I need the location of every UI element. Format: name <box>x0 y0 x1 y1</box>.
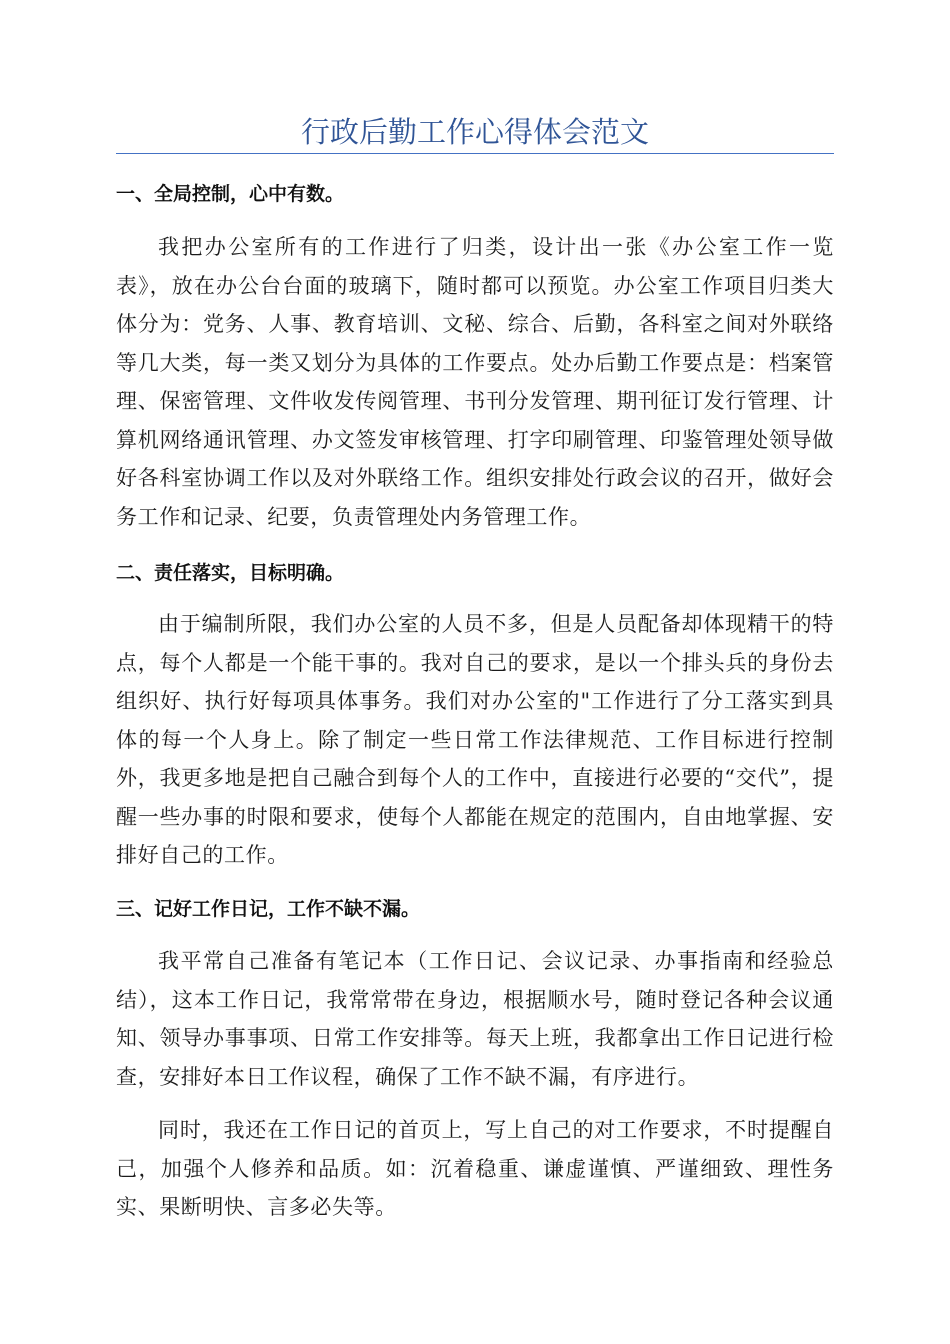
section-3-paragraph-1: 我平常自己准备有笔记本（工作日记、会议记录、办事指南和经验总结），这本工作日记，我常常带在身边，根据顺水号，随时登记各种会议通知、领导办事事项、日常工作安排等。每天上班，我都拿出工作日记进行检查，安排好本日工作议程，确保了工作不缺不漏，有序进行。 <box>116 949 834 1089</box>
section-2-paragraph-1: 由于编制所限，我们办公室的人员不多，但是人员配备却体现精干的特点，每个人都是一个能干事的。我对自己的要求，是以一个排头兵的身份去组织好、执行好每项具体事务。我们对办公室的"工作进行了分工落实到具体的每一个人身上。除了制定一些日常工作法律规范、工作目标进行控制外，我更多地是把自己融合到每个人的工作中，直接进行必要的“交代”，提醒一些办事的时限和要求，使每个人都能在规定的范围内，自由地掌握、安排好自己的工作。 <box>116 612 834 867</box>
section-heading-1: 一、全局控制，心中有数。 <box>116 183 345 205</box>
section-1-paragraph-1: 我把办公室所有的工作进行了归类，设计出一张《办公室工作一览表》，放在办公台台面的玻璃下，随时都可以预览。办公室工作项目归类大体分为：党务、人事、教育培训、文秘、综合、后勤，各科室之间对外联络等几大类，每一类又划分为具体的工作要点。处办后勤工作要点是：档案管理、保密管理、文件收发传阅管理、书刊分发管理、期刊征订发行管理、计算机网络通讯管理、办文签发审核管理、打字印刷管理、印鉴管理处领导做好各科室协调工作以及对外联络工作。组织安排处行政会议的召开，做好会务工作和记录、纪要，负责管理处内务管理工作。 <box>116 235 834 529</box>
document-title: 行政后勤工作心得体会范文 <box>300 115 649 149</box>
title-underline <box>116 153 834 154</box>
section-heading-2: 二、责任落实，目标明确。 <box>116 562 345 584</box>
section-3-paragraph-2: 同时，我还在工作日记的首页上，写上自己的对工作要求，不时提醒自己，加强个人修养和品质。如：沉着稳重、谦虚谨慎、严谨细致、理性务实、果断明快、言多必失等。 <box>116 1118 834 1219</box>
section-heading-3: 三、记好工作日记，工作不缺不漏。 <box>116 898 421 920</box>
